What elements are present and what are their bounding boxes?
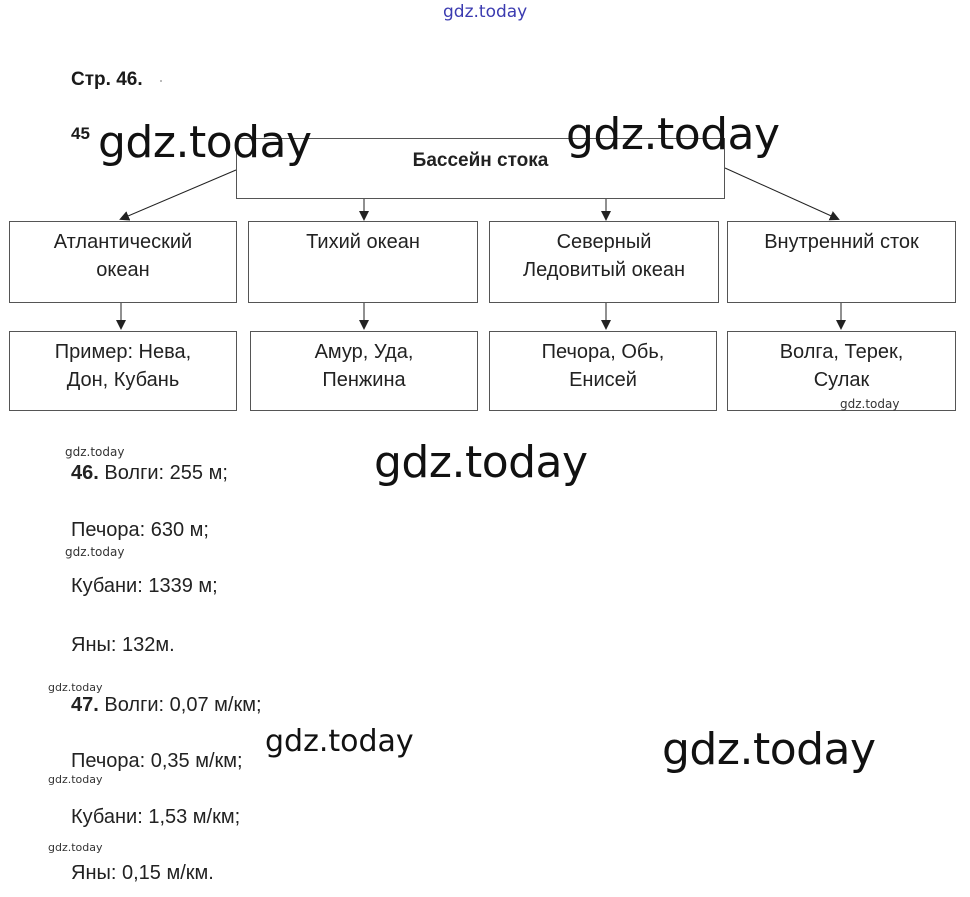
examples-line2: Сулак [813, 369, 870, 391]
watermark: gdz.today [374, 437, 588, 488]
basin-label-line1: Внутренний сток [764, 231, 919, 253]
watermark: gdz.today [98, 117, 312, 168]
page-title: Стр. 46. [71, 69, 143, 90]
examples-box-arctic [489, 331, 717, 411]
basin-box-pacific [248, 221, 478, 303]
examples-line2: Енисей [569, 369, 637, 391]
watermark: gdz.today [662, 724, 876, 775]
arrow-root-atlantic [121, 170, 236, 219]
watermark: gdz.today [265, 724, 414, 759]
watermark-small: gdz.today [48, 773, 103, 786]
watermark: gdz.today [566, 109, 780, 160]
watermark-small: gdz.today [48, 681, 103, 694]
task47-item-3: Кубани: 1,53 м/км; [71, 806, 241, 828]
task45-number: 45 [71, 124, 90, 143]
examples-line1: Волга, Терек, [779, 341, 904, 363]
watermark-small: gdz.today [840, 397, 900, 411]
basin-label-line1: Тихий океан [306, 231, 420, 253]
basin-box-atlantic [9, 221, 237, 303]
examples-box-atlantic [9, 331, 237, 411]
basin-box-arctic [489, 221, 719, 303]
watermark-small: gdz.today [65, 545, 125, 559]
task47-item-2: Печора: 0,35 м/км; [71, 750, 243, 772]
task46-number: 46. [71, 462, 99, 484]
watermark-small: gdz.today [48, 841, 103, 854]
examples-line1: Печора, Обь, [541, 341, 665, 363]
examples-box-pacific [250, 331, 478, 411]
basin-label-line1: Атлантический [53, 231, 193, 253]
examples-line2: Дон, Кубань [66, 369, 180, 391]
arrow-root-internal [725, 168, 838, 219]
basin-label-line1: Северный [556, 231, 652, 253]
examples-line1: Амур, Уда, [314, 341, 414, 363]
examples-line1: Пример: Нева, [54, 341, 192, 363]
task47-value: Волги: 0,07 м/км; [104, 694, 262, 716]
basin-box-internal [727, 221, 956, 303]
task46-item-3: Кубани: 1339 м; [71, 575, 218, 597]
basin-label-line2: океан [96, 259, 150, 281]
task47-number: 47. [71, 694, 99, 716]
examples-line2: Пенжина [322, 369, 406, 391]
task46-item-1 [71, 462, 228, 485]
task47-item-1 [71, 694, 262, 717]
watermark-top: gdz.today [443, 2, 528, 22]
task46-value: Волги: 255 м; [104, 462, 228, 484]
task46-item-4: Яны: 132м. [71, 634, 175, 656]
task46-item-2: Печора: 630 м; [71, 519, 209, 541]
task47-item-4: Яны: 0,15 м/км. [71, 862, 214, 884]
watermark-small: gdz.today [65, 445, 125, 459]
basin-label-line2: Ледовитый океан [522, 259, 686, 281]
root-label: Бассейн стока [412, 150, 549, 171]
